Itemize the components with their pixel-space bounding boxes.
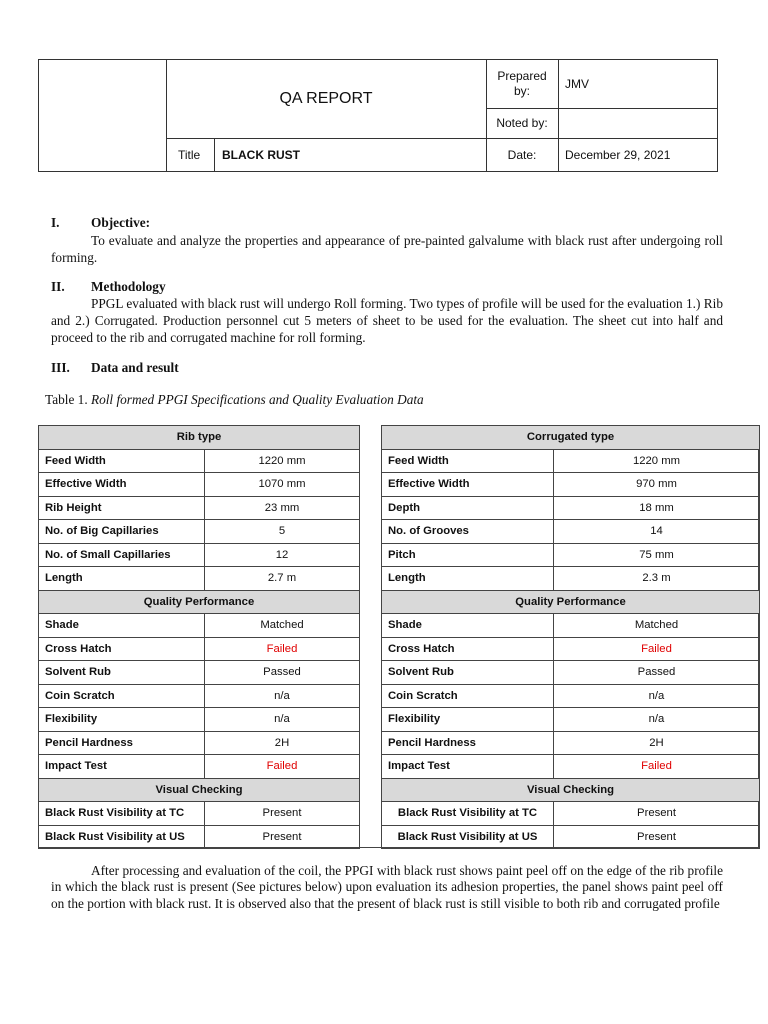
row-value: Matched <box>205 614 360 638</box>
row-value: Failed <box>205 755 360 779</box>
table-caption-prefix: Table 1. <box>45 392 88 407</box>
row-label: Coin Scratch <box>39 684 205 708</box>
table-row <box>39 496 360 520</box>
row-label: Solvent Rub <box>39 661 205 685</box>
row-value: Present <box>554 825 760 849</box>
table-row <box>39 520 360 544</box>
row-label: Pitch <box>382 543 554 567</box>
row-value: n/a <box>205 708 360 732</box>
row-label: No. of Grooves <box>382 520 554 544</box>
table-row <box>39 661 360 685</box>
report-header <box>38 59 718 172</box>
row-label: Flexibility <box>39 708 205 732</box>
table-row <box>382 708 760 732</box>
rib-type-visual-header-label: Visual Checking <box>39 778 360 802</box>
table-row <box>382 543 760 567</box>
date-value: December 29, 2021 <box>565 148 671 162</box>
row-label: Shade <box>382 614 554 638</box>
row-value: Failed <box>554 755 760 779</box>
table-row <box>382 449 760 473</box>
table-row <box>39 543 360 567</box>
table-row <box>39 637 360 661</box>
table-row <box>382 473 760 497</box>
corrugated-type-header-label: Corrugated type <box>382 426 760 450</box>
corrugated-type-quality-header-label: Quality Performance <box>382 590 760 614</box>
row-label: No. of Small Capillaries <box>39 543 205 567</box>
row-label: Coin Scratch <box>382 684 554 708</box>
row-value: 1070 mm <box>205 473 360 497</box>
rib-type-quality-header <box>39 590 360 614</box>
row-label: Effective Width <box>382 473 554 497</box>
row-label: Shade <box>39 614 205 638</box>
methodology-text: PPGL evaluated with black rust will undergo Roll forming. Two types of profile will be used for the evaluation 1.) Rib and 2.) Corrugated. Production personnel cut 5 meters of sheet to be used for the evaluation. The sheet cut into half and proceed to the rib and corrugated machine for roll forming. <box>51 296 723 346</box>
row-label: Effective Width <box>39 473 205 497</box>
row-value: 18 mm <box>554 496 760 520</box>
table-row <box>382 802 760 826</box>
row-label: Pencil Hardness <box>39 731 205 755</box>
row-value: n/a <box>554 684 760 708</box>
section-number: I. <box>51 215 60 230</box>
row-value: 12 <box>205 543 360 567</box>
table-row <box>382 567 760 591</box>
row-label: Flexibility <box>382 708 554 732</box>
table-row <box>39 825 360 849</box>
row-label: Pencil Hardness <box>382 731 554 755</box>
row-label: Length <box>39 567 205 591</box>
row-value: 14 <box>554 520 760 544</box>
table-row <box>382 520 760 544</box>
row-label: Black Rust Visibility at US <box>39 825 205 849</box>
title-label: Title <box>178 148 201 162</box>
table-row <box>382 731 760 755</box>
row-value: n/a <box>205 684 360 708</box>
corrugated-type-visual-header-label: Visual Checking <box>382 778 760 802</box>
noted-by-label: Noted by: <box>496 116 548 130</box>
conclusion-text: After processing and evaluation of the coil, the PPGI with black rust shows paint peel off on the edge of the rib profile in which the black rust is present (See pictures below) upon evaluation its adhesion properties, the panel shows paint peel off on the portion with black rust. It is observed also that the present of black rust is still visible to both rib and corrugated profile <box>51 863 723 911</box>
table-row <box>39 731 360 755</box>
rib-type-quality-header-label: Quality Performance <box>39 590 360 614</box>
row-value: 2H <box>205 731 360 755</box>
table-row <box>39 708 360 732</box>
corrugated-type-visual-header <box>382 778 760 802</box>
row-label: Impact Test <box>382 755 554 779</box>
table-row <box>382 684 760 708</box>
row-label: Cross Hatch <box>382 637 554 661</box>
title-value: BLACK RUST <box>222 148 300 162</box>
row-value: Present <box>205 825 360 849</box>
row-label: Black Rust Visibility at TC <box>382 802 554 826</box>
rib-type-visual-header <box>39 778 360 802</box>
row-value: 970 mm <box>554 473 760 497</box>
report-title: QA REPORT <box>279 90 373 107</box>
section-number: III. <box>51 360 70 375</box>
row-value: Matched <box>554 614 760 638</box>
prepared-by-label: Prepared by: <box>497 69 547 98</box>
row-label: Length <box>382 567 554 591</box>
row-label: Solvent Rub <box>382 661 554 685</box>
row-value: Failed <box>554 637 760 661</box>
row-value: 2.3 m <box>554 567 760 591</box>
prepared-by-value: JMV <box>565 77 589 91</box>
date-label: Date: <box>507 148 537 162</box>
row-label: No. of Big Capillaries <box>39 520 205 544</box>
row-label: Rib Height <box>39 496 205 520</box>
divider <box>214 138 215 171</box>
row-value: Passed <box>554 661 760 685</box>
row-value: n/a <box>554 708 760 732</box>
row-value: 5 <box>205 520 360 544</box>
table-row <box>382 637 760 661</box>
row-value: Present <box>205 802 360 826</box>
row-label: Black Rust Visibility at TC <box>39 802 205 826</box>
row-value: 1220 mm <box>205 449 360 473</box>
row-value: 1220 mm <box>554 449 760 473</box>
table-row <box>382 755 760 779</box>
divider <box>558 60 559 171</box>
table-row <box>39 473 360 497</box>
row-value: 2H <box>554 731 760 755</box>
table-row <box>39 684 360 708</box>
rib-type-header <box>39 426 360 450</box>
table-caption-title: Roll formed PPGI Specifications and Quality Evaluation Data <box>90 392 424 407</box>
table-row <box>39 755 360 779</box>
row-value: 2.7 m <box>205 567 360 591</box>
corrugated-type-table <box>381 425 760 849</box>
section-heading: Methodology <box>91 279 166 294</box>
row-label: Black Rust Visibility at US <box>382 825 554 849</box>
row-value: Present <box>554 802 760 826</box>
objective-text: To evaluate and analyze the properties and appearance of pre-painted galvalume with black rust after undergoing roll forming. <box>51 233 723 266</box>
table-row <box>382 496 760 520</box>
row-label: Impact Test <box>39 755 205 779</box>
table-row <box>39 449 360 473</box>
row-value: 75 mm <box>554 543 760 567</box>
section-heading: Data and result <box>91 360 179 375</box>
row-value: 23 mm <box>205 496 360 520</box>
table-row <box>382 661 760 685</box>
table-row <box>39 614 360 638</box>
row-value: Failed <box>205 637 360 661</box>
table-row <box>39 802 360 826</box>
table-row <box>382 614 760 638</box>
rib-type-table <box>38 425 360 849</box>
row-label: Depth <box>382 496 554 520</box>
rib-type-header-label: Rib type <box>39 426 360 450</box>
corrugated-type-header <box>382 426 760 450</box>
row-label: Feed Width <box>382 449 554 473</box>
section-heading: Objective: <box>91 215 151 230</box>
row-label: Cross Hatch <box>39 637 205 661</box>
row-label: Feed Width <box>39 449 205 473</box>
row-value: Passed <box>205 661 360 685</box>
table-row <box>382 825 760 849</box>
table-row <box>39 567 360 591</box>
table-caption <box>45 392 424 408</box>
section-number: II. <box>51 279 65 294</box>
corrugated-type-quality-header <box>382 590 760 614</box>
